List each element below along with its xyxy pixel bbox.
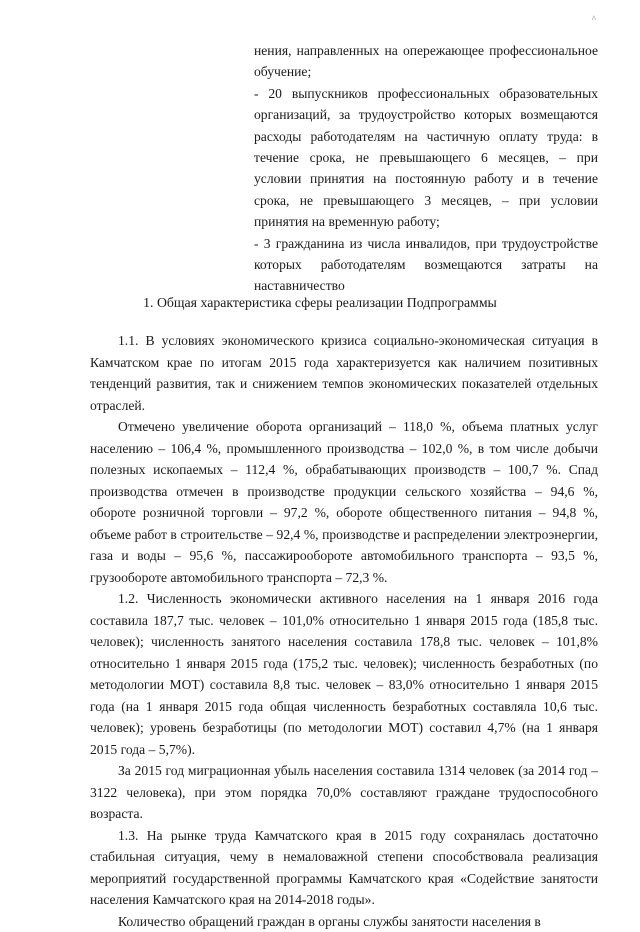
paragraph: 1.3. На рынке труда Камчатского края в 2015 году сохранялась достаточно стабильная ситуация, чему в немаловажной степени способствовала реализация мероприятий государственной программы Камчатского края «Содействие занятости населения Камчатского края на 2014-2018 годы». [90, 825, 598, 911]
corner-mark: ^ [592, 14, 596, 24]
list-item: - 20 выпускников профессиональных образовательных организаций, за трудоустройство которых возмещаются расходы работодателям на частичную оплату труда: в течение срока, не превышающего 6 месяцев, – при условии принятия на постоянную работу и в течение срока, не превышающего 3 месяцев, – при условии принятия на временную работу; [254, 83, 598, 233]
paragraph: Отмечено увеличение оборота организаций – 118,0 %, объема платных услуг населению – 106,4 %, промышленного производства – 102,0 %, в том числе добычи полезных ископаемых – 112,4 %, обрабатывающих производств – 100,7 %. Спад производства отмечен в производстве продукции сельского хозяйства – 94,6 %, обороте розничной торговли – 97,2 %, обороте общественного питания – 94,8 %, объеме работ в строительстве – 92,4 %, производстве и распределении электроэнергии, газа и воды – 95,6 %, пассажирообороте автомобильного транспорта – 93,5 %, грузообороте автомобильного транспорта – 72,3 %. [90, 416, 598, 588]
indicators-list-continuation [254, 40, 598, 297]
paragraph: 1.2. Численность экономически активного населения на 1 января 2016 года составила 187,7 тыс. человек – 101,0% относительно 1 января 2015 года (185,8 тыс. человек); численность занятого населения составила 178,8 тыс. человек – 101,8% относительно 1 января 2015 года (175,2 тыс. человек); численность безработных (по методологии МОТ) составила 8,8 тыс. человек – 83,0% относительно 1 января 2015 года (на 1 января 2015 года общая численность безработных составляла 10,6 тыс. человек); уровень безработицы (по методологии МОТ) составил 4,7% (на 1 января 2015 года – 5,7%). [90, 588, 598, 760]
list-item: - 3 гражданина из числа инвалидов, при трудоустройстве которых работодателям возмещаются затраты на наставничество [254, 233, 598, 297]
paragraph: За 2015 год миграционная убыль населения составила 1314 человек (за 2014 год – 3122 человека), при этом порядка 70,0% составляют граждане трудоспособного возраста. [90, 760, 598, 825]
list-item: нения, направленных на опережающее профессиональное обучение; [254, 40, 598, 83]
paragraph: 1.1. В условиях экономического кризиса социально-экономическая ситуация в Камчатском крае по итогам 2015 года характеризуется как наличием позитивных тенденций развития, так и снижением темпов экономических показателей отдельных отраслей. [90, 330, 598, 416]
document-body [90, 330, 598, 932]
paragraph: Количество обращений граждан в органы службы занятости населения в [90, 911, 598, 932]
section-heading: 1. Общая характеристика сферы реализации Подпрограммы [0, 293, 640, 313]
